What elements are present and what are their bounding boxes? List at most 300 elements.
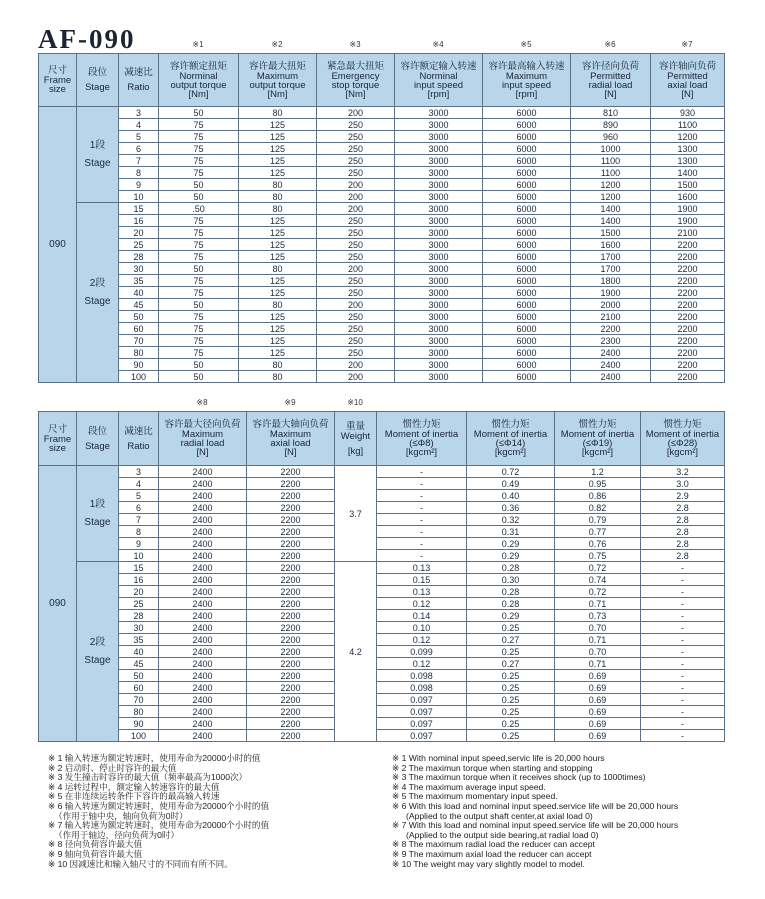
value-cell: 3000 [395,119,483,131]
footnote-line: ※ 6 输入转速为额定转速时，使用寿命为20000个小时的值 [48,800,270,811]
value-cell: 200 [317,203,395,215]
value-cell: 1700 [571,251,651,263]
value-cell: 80 [239,203,317,215]
value-cell: 0.13 [377,562,467,574]
value-cell: 125 [239,275,317,287]
value-cell: 960 [571,131,651,143]
value-cell: 1900 [651,203,725,215]
value-cell: 0.69 [555,718,641,730]
ratio-cell: 40 [119,646,159,658]
table2-note-marks [38,398,724,410]
value-cell: 0.70 [555,646,641,658]
ratio-cell: 16 [119,574,159,586]
table-row [39,706,725,718]
value-cell: 1600 [651,191,725,203]
value-cell: 2400 [571,371,651,383]
ratio-cell: 45 [119,658,159,670]
value-cell: 2200 [247,526,335,538]
value-cell: 0.14 [377,610,467,622]
table-row [39,359,725,371]
ratio-cell: 70 [119,694,159,706]
value-cell: 0.098 [377,670,467,682]
footnote-line: ※ 9 The maximum axial load the reducer can accept [392,848,592,859]
value-cell: 3000 [395,311,483,323]
ratio-cell: 50 [119,311,159,323]
table-row [39,730,725,742]
footnote-line: ※ 7 输入转速为额定转速时，使用寿命为20000个小时的值 [48,820,270,831]
value-cell: 0.69 [555,730,641,742]
stage-cell [77,203,119,383]
stage-cell [77,107,119,203]
value-cell: .50 [159,203,239,215]
value-cell: 0.097 [377,718,467,730]
value-cell: 6000 [483,107,571,119]
value-cell: 125 [239,287,317,299]
value-cell: 2400 [159,670,247,682]
value-cell: 6000 [483,251,571,263]
value-cell: 0.13 [377,586,467,598]
value-cell: 2200 [651,323,725,335]
value-cell: 2200 [247,622,335,634]
value-cell: 3000 [395,263,483,275]
value-cell: 930 [651,107,725,119]
table-row [39,227,725,239]
value-cell: 2200 [247,634,335,646]
ratio-cell: 45 [119,299,159,311]
ratio-cell: 60 [119,323,159,335]
value-cell: 250 [317,143,395,155]
value-cell: - [641,730,725,742]
value-cell: 75 [159,227,239,239]
value-cell: 50 [159,191,239,203]
table-row [39,490,725,502]
value-cell: 2200 [651,347,725,359]
value-cell: - [641,670,725,682]
value-cell: 2400 [159,658,247,670]
value-cell: - [641,562,725,574]
value-cell: 0.25 [467,706,555,718]
value-cell: 3000 [395,167,483,179]
value-cell: 75 [159,119,239,131]
ratio-cell: 90 [119,359,159,371]
value-cell: 75 [159,275,239,287]
value-cell: - [641,694,725,706]
value-cell: 125 [239,167,317,179]
value-cell: 3000 [395,287,483,299]
ratio-cell: 100 [119,730,159,742]
value-cell: 6000 [483,191,571,203]
value-cell: 250 [317,131,395,143]
value-cell: - [641,586,725,598]
table-row [39,598,725,610]
value-cell: 0.40 [467,490,555,502]
ratio-cell: 7 [119,514,159,526]
value-cell: 6000 [483,311,571,323]
value-cell: 2200 [571,323,651,335]
value-cell: 0.25 [467,682,555,694]
table-row [39,179,725,191]
value-cell: 6000 [483,179,571,191]
stage-cell [77,562,119,742]
ratio-cell: 30 [119,263,159,275]
table-row [39,347,725,359]
value-cell: 0.29 [467,538,555,550]
table-row [39,155,725,167]
value-cell: 200 [317,371,395,383]
table-row [39,658,725,670]
value-cell: 0.69 [555,682,641,694]
value-cell: 250 [317,119,395,131]
value-cell: - [641,634,725,646]
value-cell: 200 [317,107,395,119]
value-cell: 0.099 [377,646,467,658]
value-cell: - [377,478,467,490]
stage-label: 2段 [89,277,106,289]
value-cell: 200 [317,359,395,371]
value-cell: 1400 [651,167,725,179]
value-cell: 2400 [159,562,247,574]
table-row [39,526,725,538]
value-cell: 810 [571,107,651,119]
footnote-line: ※ 5 The maximum momentary input speed. [392,791,558,802]
value-cell: 0.25 [467,730,555,742]
table-row [39,251,725,263]
table-row [39,323,725,335]
value-cell: 0.72 [467,466,555,478]
value-cell: 2.9 [641,490,725,502]
footnote-line: ※ 3 The maximun torque when it receives shock (up to 1000times) [392,772,646,783]
header-nominal-input-speed: 容许额定输入转速 Norminal input speed [rpm] [395,54,483,107]
value-cell: 3000 [395,227,483,239]
value-cell: - [377,526,467,538]
value-cell: 75 [159,335,239,347]
value-cell: 2200 [247,502,335,514]
value-cell: 6000 [483,203,571,215]
value-cell: 0.27 [467,658,555,670]
value-cell: 250 [317,239,395,251]
value-cell: 2.8 [641,502,725,514]
footnote-line: ※ 1 输入转速为额定转速时，使用寿命为20000小时的值 [48,753,261,763]
value-cell: 6000 [483,359,571,371]
note-mark: ※7 [681,40,693,49]
value-cell: 0.097 [377,730,467,742]
value-cell: 2200 [651,371,725,383]
value-cell: 2100 [651,227,725,239]
spec-table-torque-speed [38,53,725,383]
header-weight: 重量 Weight [kg] [335,412,377,466]
stage-label-en: Stage [84,654,111,666]
note-mark: ※6 [604,40,616,49]
value-cell: 1100 [651,119,725,131]
footnote-line: ※ 4 运转过程中，额定输入转速容许的最大值 [48,781,220,792]
table-row [39,371,725,383]
value-cell: 0.28 [467,586,555,598]
value-cell: 1900 [571,287,651,299]
value-cell: 2200 [247,670,335,682]
table-row [39,682,725,694]
value-cell: 6000 [483,299,571,311]
value-cell: 6000 [483,287,571,299]
ratio-cell: 20 [119,227,159,239]
ratio-cell: 8 [119,167,159,179]
header-ratio: 减速比 Ratio [119,54,159,107]
value-cell: 2200 [651,275,725,287]
value-cell: 200 [317,299,395,311]
value-cell: 125 [239,335,317,347]
table-row [39,694,725,706]
value-cell: 125 [239,323,317,335]
value-cell: 2400 [159,574,247,586]
value-cell: 125 [239,347,317,359]
table-row [39,335,725,347]
footnote-line: ※ 4 The maximum average input speed. [392,781,546,792]
value-cell: 3000 [395,323,483,335]
footnote-line: ※ 5 在非连续运转条件下容许的最高输入转速 [48,791,220,802]
value-cell: 1100 [571,167,651,179]
value-cell: 2400 [159,538,247,550]
value-cell: 2400 [159,694,247,706]
value-cell: 0.71 [555,598,641,610]
table-row [39,143,725,155]
value-cell: 3000 [395,251,483,263]
ratio-cell: 80 [119,347,159,359]
weight-cell: 4.2 [335,562,377,742]
footnote-line: (Applied to the output shaft center,at axial load 0) [406,810,593,821]
table-row [39,502,725,514]
ratio-cell: 6 [119,143,159,155]
header-maximum-input-speed: 容许最高输入转速 Maximum input speed [rpm] [483,54,571,107]
value-cell: 2200 [651,251,725,263]
value-cell: - [641,622,725,634]
ratio-cell: 100 [119,371,159,383]
footnote-line: ※ 7 With this load and nominal input speed.service life will be 20,000 hours [392,820,679,831]
header-frame: 尺寸 Frame size [39,54,77,107]
value-cell: - [641,718,725,730]
value-cell: 0.28 [467,598,555,610]
value-cell: 1200 [571,179,651,191]
value-cell: 1400 [571,203,651,215]
value-cell: 3000 [395,179,483,191]
value-cell: 0.10 [377,622,467,634]
table-row [39,478,725,490]
value-cell: 1300 [651,143,725,155]
value-cell: 3000 [395,191,483,203]
value-cell: 2200 [651,263,725,275]
ratio-cell: 35 [119,275,159,287]
value-cell: 50 [159,359,239,371]
header-ratio: 减速比 Ratio [119,412,159,466]
value-cell: 6000 [483,215,571,227]
value-cell: 125 [239,143,317,155]
page-title: AF-090 [38,24,136,54]
value-cell: 6000 [483,167,571,179]
value-cell: 0.32 [467,514,555,526]
value-cell: 250 [317,251,395,263]
value-cell: 250 [317,287,395,299]
value-cell: 6000 [483,335,571,347]
header-frame: 尺寸 Frame size [39,412,77,466]
table-row [39,119,725,131]
value-cell: 75 [159,131,239,143]
value-cell: 50 [159,263,239,275]
ratio-cell: 25 [119,598,159,610]
note-mark: ※9 [284,398,296,407]
value-cell: 6000 [483,347,571,359]
value-cell: 0.82 [555,502,641,514]
value-cell: 6000 [483,143,571,155]
value-cell: 2400 [159,634,247,646]
value-cell: 0.12 [377,658,467,670]
table-row [39,191,725,203]
footnote-line: ※ 2 启动时、停止时容许的最大值 [48,762,177,773]
stage-label: 1段 [89,139,106,151]
value-cell: 3.2 [641,466,725,478]
stage-label-en: Stage [84,295,111,307]
value-cell: 2400 [571,359,651,371]
ratio-cell: 35 [119,634,159,646]
value-cell: 2400 [159,598,247,610]
value-cell: 0.72 [555,586,641,598]
value-cell: 0.25 [467,670,555,682]
value-cell: 2.8 [641,526,725,538]
value-cell: 2200 [247,658,335,670]
value-cell: 125 [239,155,317,167]
value-cell: 3000 [395,155,483,167]
value-cell: 2200 [247,598,335,610]
ratio-cell: 16 [119,215,159,227]
value-cell: 0.12 [377,598,467,610]
table-row [39,239,725,251]
frame-size-cell: 090 [39,466,77,742]
value-cell: 6000 [483,227,571,239]
header-stage: 段位 Stage [77,54,119,107]
value-cell: 250 [317,227,395,239]
ratio-cell: 6 [119,502,159,514]
value-cell: 250 [317,167,395,179]
header-maximum-output-torque: 容许最大扭矩 Maximum output torque [Nm] [239,54,317,107]
value-cell: 0.097 [377,694,467,706]
value-cell: 2400 [159,646,247,658]
ratio-cell: 7 [119,155,159,167]
value-cell: 2200 [651,359,725,371]
note-mark: ※2 [271,40,283,49]
value-cell: 0.73 [555,610,641,622]
value-cell: 125 [239,311,317,323]
value-cell: 0.70 [555,622,641,634]
value-cell: - [641,658,725,670]
value-cell: 3000 [395,131,483,143]
ratio-cell: 15 [119,562,159,574]
ratio-cell: 28 [119,610,159,622]
value-cell: 125 [239,239,317,251]
value-cell: 2200 [247,586,335,598]
value-cell: 2200 [247,538,335,550]
value-cell: 0.69 [555,694,641,706]
table-row [39,299,725,311]
value-cell: 2400 [159,610,247,622]
value-cell: 6000 [483,323,571,335]
value-cell: 2200 [651,287,725,299]
note-mark: ※3 [349,40,361,49]
note-mark: ※8 [196,398,208,407]
ratio-cell: 8 [119,526,159,538]
table-row [39,466,725,478]
value-cell: 250 [317,311,395,323]
footnote-line: （作用于轴中央，轴向负荷为0时） [54,810,188,821]
value-cell: 0.29 [467,610,555,622]
weight-cell: 3.7 [335,466,377,562]
value-cell: - [377,490,467,502]
footnote-line: (Applied to the output side bearing,at radial load 0) [406,829,599,840]
table-row [39,718,725,730]
value-cell: 2100 [571,311,651,323]
value-cell: 0.49 [467,478,555,490]
value-cell: 2400 [159,502,247,514]
value-cell: 0.71 [555,634,641,646]
value-cell: 0.74 [555,574,641,586]
value-cell: - [377,514,467,526]
ratio-cell: 5 [119,131,159,143]
value-cell: 0.69 [555,706,641,718]
table-row [39,514,725,526]
value-cell: - [377,502,467,514]
value-cell: 2400 [159,478,247,490]
ratio-cell: 3 [119,466,159,478]
stage-label-en: Stage [84,157,111,169]
footnote-line: ※ 6 With this load and nominal input speed.service life will be 20,000 hours [392,800,679,811]
value-cell: 0.72 [555,562,641,574]
stage-label-en: Stage [84,516,111,528]
table-row [39,574,725,586]
header-maximum-axial-load: 容许最大轴向负荷 Maximum axial load [N] [247,412,335,466]
value-cell: 2200 [247,706,335,718]
stage-label: 1段 [89,498,106,510]
value-cell: - [641,598,725,610]
ratio-cell: 50 [119,670,159,682]
value-cell: 80 [239,299,317,311]
value-cell: 1800 [571,275,651,287]
table-row [39,131,725,143]
value-cell: 3000 [395,203,483,215]
ratio-cell: 9 [119,538,159,550]
value-cell: 6000 [483,275,571,287]
table-row [39,167,725,179]
value-cell: 2200 [247,550,335,562]
header-moment-of-inertia-phi14: 惯性力矩 Moment of inertia (≤Φ14) [kgcm²] [467,412,555,466]
stage-cell [77,466,119,562]
value-cell: 75 [159,251,239,263]
value-cell: 0.28 [467,562,555,574]
footnotes-chinese [48,754,269,869]
value-cell: 80 [239,371,317,383]
value-cell: - [641,646,725,658]
value-cell: 2400 [159,490,247,502]
value-cell: 2400 [571,347,651,359]
value-cell: 50 [159,179,239,191]
note-mark: ※10 [347,398,363,407]
value-cell: 250 [317,335,395,347]
ratio-cell: 4 [119,478,159,490]
value-cell: 0.25 [467,718,555,730]
value-cell: 1500 [571,227,651,239]
value-cell: 0.12 [377,634,467,646]
value-cell: 200 [317,263,395,275]
value-cell: 2400 [159,466,247,478]
footnotes-english [392,754,678,869]
value-cell: 0.15 [377,574,467,586]
value-cell: 2200 [247,490,335,502]
value-cell: 0.27 [467,634,555,646]
